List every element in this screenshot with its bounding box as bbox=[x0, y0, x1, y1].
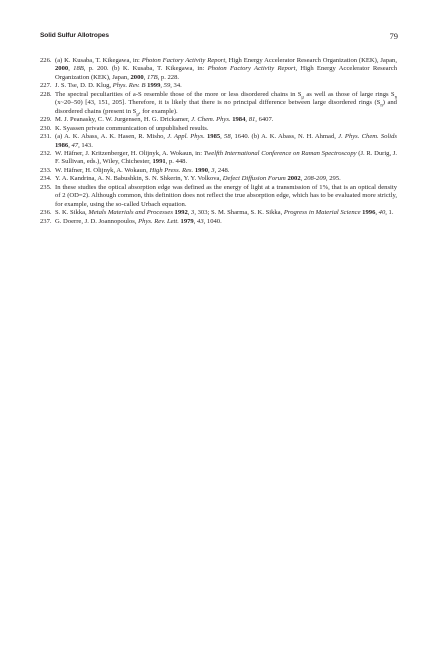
reference-italic-text: 43 bbox=[197, 217, 204, 225]
reference-italic-text: Progress in Material Science bbox=[283, 209, 361, 217]
reference-italic-text: 40 bbox=[378, 209, 386, 217]
reference-text-run: , p. 228. bbox=[157, 73, 180, 81]
reference-text-run: , p. 200. (b) K. Kusaba, T. Kikegawa, in: bbox=[83, 65, 208, 73]
reference-text-run: (a) K. Kusaba, T. Kikegawa, in: bbox=[55, 57, 142, 64]
reference-year: 2000 bbox=[55, 65, 69, 73]
reference-text bbox=[55, 91, 397, 116]
reference-text-run: ) and disordered chains (present in S bbox=[55, 99, 397, 115]
reference-text-run: , bbox=[143, 73, 147, 81]
reference-text bbox=[55, 218, 397, 226]
reference-text-run: , High Energy Accelerator Research Organization (KEK), Japan, bbox=[225, 57, 398, 64]
reference-text-run: , bbox=[220, 133, 225, 141]
reference-entry bbox=[40, 91, 397, 116]
reference-year: 1984 bbox=[232, 116, 246, 124]
reference-number: 227. bbox=[40, 82, 52, 90]
reference-year: 1996 bbox=[362, 209, 376, 217]
reference-year: 1990 bbox=[194, 166, 208, 174]
reference-italic-text: 81 bbox=[248, 116, 256, 124]
running-head-title: Solid Sulfur Allotropes bbox=[40, 32, 109, 39]
reference-entry bbox=[40, 209, 397, 217]
reference-entry bbox=[40, 150, 397, 167]
reference-year: 1979 bbox=[180, 217, 194, 225]
reference-number: 237. bbox=[40, 217, 52, 225]
reference-italic-text: Photon Factory Activity Report bbox=[207, 65, 296, 73]
reference-text-run: , bbox=[187, 209, 192, 217]
reference-text-run: , 248. bbox=[214, 166, 230, 174]
reference-text-run: W. Häfner, H. Olijnyk, A. Wokaun, bbox=[55, 166, 150, 174]
reference-year: 1992 bbox=[174, 209, 188, 217]
reference-text-run: , bbox=[160, 82, 164, 90]
reference-entry bbox=[40, 133, 397, 150]
reference-text-run: , bbox=[208, 166, 212, 174]
reference-italic-text: Phys. Rev. Lett. bbox=[138, 217, 179, 225]
reference-text-run: W. Häfner, J. Kritzenberger, H. Olijnyk, A. Wokaun, in: bbox=[55, 149, 204, 157]
reference-text bbox=[55, 125, 397, 133]
reference-number: 230. bbox=[40, 124, 52, 132]
reference-italic-text: 47 bbox=[71, 141, 79, 149]
reference-italic-text: J. Appl. Phys. bbox=[167, 133, 205, 141]
reference-entry bbox=[40, 82, 397, 90]
reference-text-run: S. K. Sikka, bbox=[55, 209, 89, 217]
reference-italic-text: J. Phys. Chem. Solids bbox=[338, 133, 397, 141]
reference-italic-text: High Press. Res. bbox=[149, 166, 194, 174]
reference-text-run: , 303; S. M. Sharma, S. K. Sikka, bbox=[194, 209, 284, 217]
reference-subscript: n bbox=[394, 95, 397, 101]
reference-text-run: , bbox=[193, 217, 198, 225]
reference-subscript: n bbox=[380, 103, 383, 109]
reference-italic-text: 59 bbox=[163, 82, 171, 90]
reference-entry bbox=[40, 167, 397, 175]
reference-year: 1985 bbox=[206, 133, 221, 141]
reference-text-run: G. Doerre, J. D. Joannopoulos, bbox=[55, 217, 139, 225]
reference-text bbox=[55, 82, 397, 90]
reference-number: 231. bbox=[40, 133, 52, 141]
reference-italic-text: Metals Materials and Processes bbox=[88, 209, 173, 217]
reference-year: 2002 bbox=[287, 175, 301, 183]
reference-text bbox=[55, 184, 397, 209]
reference-text-run: as well as those of large rings S bbox=[304, 90, 395, 98]
reference-text-run: , 295. bbox=[325, 175, 341, 183]
reference-entry bbox=[40, 116, 397, 124]
reference-text-run: , 143. bbox=[78, 141, 93, 149]
reference-number: 229. bbox=[40, 116, 52, 124]
reference-italic-text: 3 bbox=[211, 166, 215, 174]
reference-text-run: M. J. Peanasky, C. W. Jurgensen, H. G. Drickamer, bbox=[55, 116, 192, 124]
reference-text-run: , 1040. bbox=[203, 217, 222, 225]
reference-italic-text: Phys. Rev. B bbox=[112, 82, 146, 90]
page-number: 79 bbox=[389, 31, 398, 41]
reference-entry bbox=[40, 57, 397, 82]
reference-text-run: J. S. Tse, D. D. Klug, bbox=[55, 82, 113, 90]
reference-italic-text: Photon Factory Activity Report bbox=[141, 57, 226, 64]
reference-year: 2000 bbox=[130, 73, 144, 81]
reference-year: 1986 bbox=[55, 141, 69, 149]
reference-entry bbox=[40, 184, 397, 209]
reference-number: 232. bbox=[40, 149, 52, 157]
reference-text-run: , High Energy Accelerator Research Organization (KEK), Japan, bbox=[55, 65, 398, 81]
reference-text bbox=[55, 133, 397, 150]
reference-italic-text: 18B bbox=[73, 65, 84, 73]
reference-year: 1999 bbox=[147, 82, 161, 90]
reference-text-run: , 1640. (b) A. K. Abass, N. H. Ahmad, bbox=[230, 133, 339, 141]
reference-text-run: (J. R. Durig, J. F. Sullivan, eds.), Wiley, Chichester, bbox=[55, 149, 398, 166]
reference-italic-text: Defect Diffusion Forum bbox=[222, 175, 286, 183]
reference-text bbox=[55, 175, 397, 183]
reference-number: 234. bbox=[40, 175, 52, 183]
reference-text-run: (a) A. K. Abass, A. K. Hasen, R. Misho, bbox=[55, 133, 168, 141]
reference-text-run: K. Syassen private communication of unpublished results. bbox=[55, 124, 209, 132]
reference-entry bbox=[40, 218, 397, 226]
reference-text-run: , bbox=[68, 141, 72, 149]
reference-text bbox=[55, 57, 397, 82]
reference-text-run: In these studies the optical absorption edge was defined as the energy of light at a transmission of 1%, that is an optical density of 2 (OD=2). Although common, this definition does not reflect the true absorption edge, which has to be evaluated more strictly, for example, using the so-called Urbach equation. bbox=[55, 183, 397, 208]
reference-italic-text: J. Chem. Phys. bbox=[191, 116, 231, 124]
reference-text-run: , bbox=[300, 175, 304, 183]
reference-text-run: , 1. bbox=[385, 209, 394, 217]
reference-italic-text: 58 bbox=[224, 133, 231, 141]
reference-text-run: The spectral peculiarities of a-S resemble those of the more or less disordered chains in S bbox=[55, 90, 302, 98]
reference-text-run: (x~20–50) [43, 151, 205]. Therefore, it is likely that there is no principal difference between large disordered rings (S bbox=[55, 99, 381, 107]
reference-year: 1991 bbox=[152, 158, 166, 166]
reference-text-run: , 34. bbox=[170, 82, 182, 90]
reference-list bbox=[40, 57, 397, 226]
reference-italic-text: 17B bbox=[146, 73, 158, 81]
reference-text-run: , bbox=[375, 209, 379, 217]
reference-number: 226. bbox=[40, 57, 52, 64]
reference-entry bbox=[40, 175, 397, 183]
reference-text-run: , bbox=[68, 65, 74, 73]
reference-subscript: μ bbox=[301, 95, 304, 101]
reference-text bbox=[55, 116, 397, 124]
reference-number: 236. bbox=[40, 209, 52, 217]
reference-text-run: , for example). bbox=[138, 107, 178, 115]
reference-number: 228. bbox=[40, 90, 52, 98]
reference-italic-text: 208-209 bbox=[303, 175, 326, 183]
reference-text bbox=[55, 150, 397, 167]
running-head bbox=[40, 32, 398, 44]
reference-number: 235. bbox=[40, 183, 52, 191]
reference-text-run: Y. A. Kandrina, A. N. Babushkin, S. N. Shkerin, Y. Y. Volkova, bbox=[55, 175, 223, 183]
reference-number: 233. bbox=[40, 166, 52, 174]
reference-text-run: , bbox=[245, 116, 249, 124]
reference-text-run: , 6407. bbox=[255, 116, 274, 124]
reference-italic-text: Twelfth International Conference on Raman Spectroscopy bbox=[203, 149, 357, 157]
reference-text bbox=[55, 167, 397, 175]
reference-text-run: , p. 448. bbox=[165, 158, 188, 166]
reference-subscript: μ bbox=[136, 112, 139, 118]
reference-entry bbox=[40, 125, 397, 133]
reference-text bbox=[55, 209, 397, 217]
reference-italic-text: 3 bbox=[191, 209, 195, 217]
